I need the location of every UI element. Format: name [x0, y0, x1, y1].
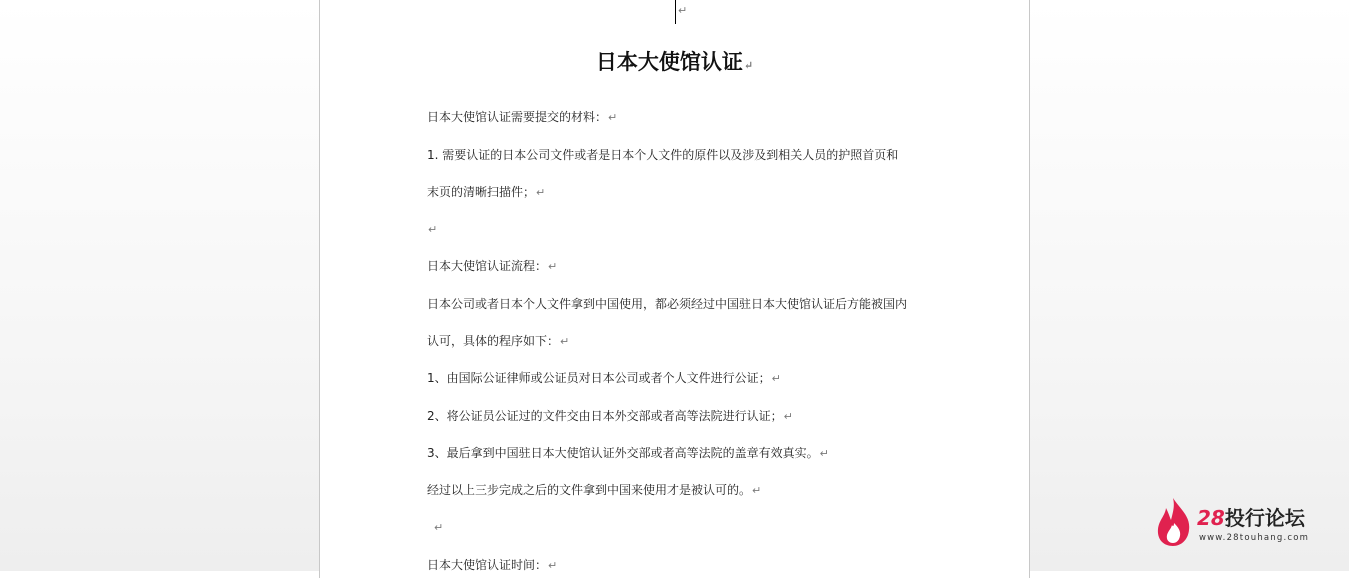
paragraph: 认可，具体的程序如下：↵: [427, 334, 570, 348]
paragraph-mark: ↵: [678, 4, 688, 17]
paragraph: ↵: [434, 521, 444, 534]
paragraph: 3、最后拿到中国驻日本大使馆认证外交部或者高等法院的盖章有效真实。↵: [427, 446, 829, 460]
paragraph: 经过以上三步完成之后的文件拿到中国来使用才是被认可的。↵: [427, 483, 762, 497]
paragraph: 1、由国际公证律师或公证员对日本公司或者个人文件进行公证；↵: [427, 371, 781, 385]
paragraph: ↵: [428, 223, 438, 236]
text-cursor: [675, 0, 676, 24]
paragraph: 日本大使馆认证需要提交的材料：↵: [427, 110, 618, 124]
logo-url: www.28touhang.com: [1199, 533, 1310, 543]
paragraph: 2、将公证员公证过的文件交由日本外交部或者高等法院进行认证；↵: [427, 409, 793, 423]
paragraph: 1. 需要认证的日本公司文件或者是日本个人文件的原件以及涉及到相关人员的护照首页和: [427, 148, 899, 162]
document-page[interactable]: [319, 0, 1030, 578]
logo-name: 28投行论坛: [1197, 506, 1305, 530]
watermark-logo: [1153, 496, 1333, 552]
document-title: 日本大使馆认证↵: [595, 49, 754, 74]
paragraph: 日本大使馆认证时间：↵: [427, 558, 558, 572]
flame-icon: [1153, 496, 1195, 548]
paragraph: 日本大使馆认证流程：↵: [427, 259, 558, 273]
paragraph: 末页的清晰扫描件；↵: [427, 185, 546, 199]
paragraph: 日本公司或者日本个人文件拿到中国使用，都必须经过中国驻日本大使馆认证后方能被国内: [427, 297, 908, 311]
